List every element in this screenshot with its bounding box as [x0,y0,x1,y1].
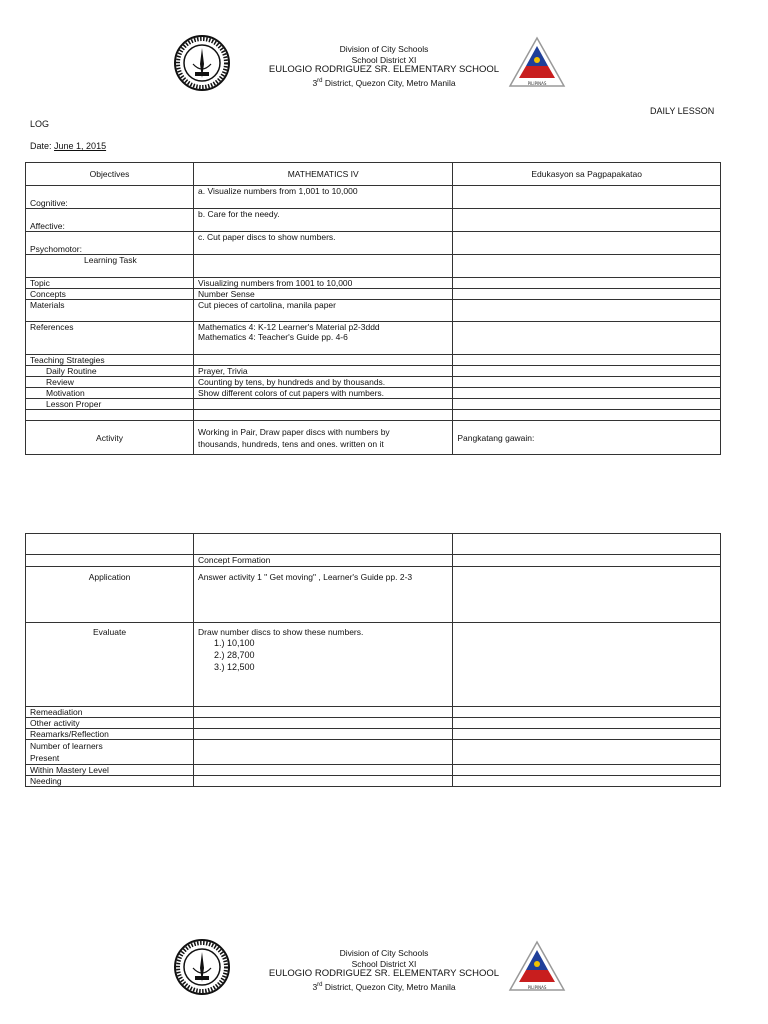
empty-cell [453,366,721,377]
evaluate-value [194,623,453,707]
lesson-table-2 [25,533,721,787]
evaluate-instruction: Draw number discs to show these numbers. [198,627,364,637]
other-activity-label: Other activity [26,718,194,729]
empty-cell [453,232,721,255]
strategy-value-lesson-proper [194,399,453,410]
empty-cell [453,567,721,623]
strategy-value-daily-routine: Prayer, Trivia [194,366,453,377]
empty-cell [194,718,453,729]
letterhead-line-school: EULOGIO RODRIGUEZ SR. ELEMENTARY SCHOOL [268,64,500,75]
activity-line: Working in Pair, Draw paper discs with numbers by [198,426,390,437]
empty-cell [453,410,721,421]
letterhead-line-address: 3rd District, Quezon City, Metro Manila [312,77,456,88]
strategy-value-motivation: Show different colors of cut papers with numbers. [194,388,453,399]
empty-cell [194,707,453,718]
reference-item: Mathematics 4: K-12 Learner's Material p2-3ddd [198,322,380,332]
lesson-table-1 [25,162,721,455]
mastery-label: Within Mastery Level [26,765,194,776]
empty-cell [26,410,194,421]
empty-cell [194,776,453,787]
references-label: References [26,322,194,355]
strategy-label-motivation: Motivation [26,388,194,399]
letterhead-line-district: School District XI [351,54,417,65]
empty-cell [453,399,721,410]
objective-label-affective: Affective: [26,209,194,232]
strategy-label-review: Review [26,377,194,388]
references-value [194,322,453,355]
evaluate-item: 2.) 28,700 [214,650,255,660]
application-label: Application [26,567,194,623]
svg-text:PILIPINAS: PILIPINAS [527,985,547,990]
letterhead-line-division: Division of City Schools [339,948,429,958]
letterhead-line-division: Division of City Schools [339,44,429,54]
activity-value [194,421,453,455]
empty-cell [453,278,721,289]
strategy-label-daily-routine: Daily Routine [26,366,194,377]
application-value: Answer activity 1 " Get moving" , Learner's Guide pp. 2-3 [194,567,453,623]
needing-label: Needing [26,776,194,787]
objective-item-c: c. Cut paper discs to show numbers. [194,232,453,255]
empty-cell [194,729,453,740]
empty-cell [453,377,721,388]
empty-cell [453,186,721,209]
remediation-label: Remeadiation [26,707,194,718]
school-seal-icon [173,938,231,996]
empty-cell [194,534,453,555]
objective-label-psychomotor: Psychomotor: [26,232,194,255]
title-log: LOG [30,119,50,129]
title-daily-lesson: DAILY LESSON [650,106,715,116]
empty-cell [453,300,721,322]
topic-label: Topic [26,278,194,289]
strategy-label-lesson-proper: Lesson Proper [26,399,194,410]
empty-cell [453,388,721,399]
concepts-label: Concepts [26,289,194,300]
learning-task-label: Learning Task [26,255,194,278]
letterhead-line-district: School District XI [351,958,417,969]
letterhead-top [0,42,768,102]
remarks-label: Reamarks/Reflection [26,729,194,740]
materials-label: Materials [26,300,194,322]
empty-cell [194,410,453,421]
empty-cell [453,718,721,729]
date-line [30,141,106,151]
deped-logo-icon [508,940,566,994]
empty-cell [453,765,721,776]
activity-esp: Pangkatang gawain: [453,421,721,455]
letterhead-text [234,948,534,992]
evaluate-label: Evaluate [26,623,194,707]
present-line: Present [30,753,60,763]
empty-cell [453,740,721,765]
header-esp: Edukasyon sa Pagpapakatao [453,163,721,186]
letterhead-line-address: 3rd District, Quezon City, Metro Manila [312,981,456,992]
empty-cell [453,289,721,300]
empty-cell [453,209,721,232]
empty-cell [453,729,721,740]
empty-cell [453,534,721,555]
reference-item: Mathematics 4: Teacher's Guide pp. 4-6 [198,332,348,342]
empty-cell [453,355,721,366]
strategies-label: Teaching Strategies [26,355,194,366]
evaluate-item: 3.) 12,500 [214,662,255,672]
school-seal-icon [173,34,231,92]
header-mathematics: MATHEMATICS IV [194,163,453,186]
activity-label: Activity [26,421,194,455]
letterhead-text [234,44,534,88]
learners-label [26,740,194,765]
topic-value: Visualizing numbers from 1001 to 10,000 [194,278,453,289]
empty-cell [26,555,194,567]
date-label: Date: [30,141,52,151]
date-value: June 1, 2015 [54,141,107,151]
activity-line: thousands, hundreds, tens and ones. written on it [198,438,384,449]
concepts-value: Number Sense [194,289,453,300]
empty-cell [194,740,453,765]
empty-cell [453,322,721,355]
materials-value: Cut pieces of cartolina, manila paper [194,300,453,322]
letterhead-line-school: EULOGIO RODRIGUEZ SR. ELEMENTARY SCHOOL [268,968,500,979]
objective-item-b: b. Care for the needy. [194,209,453,232]
evaluate-item: 1.) 10,100 [214,638,255,648]
empty-cell [194,255,453,278]
empty-cell [26,534,194,555]
strategy-value-review: Counting by tens, by hundreds and by thousands. [194,377,453,388]
empty-cell [453,555,721,567]
learners-line: Number of learners [30,741,103,751]
objective-label-cognitive: Cognitive: [26,186,194,209]
empty-cell [453,623,721,707]
empty-cell [194,765,453,776]
empty-cell [453,707,721,718]
objective-item-a: a. Visualize numbers from 1,001 to 10,000 [194,186,453,209]
letterhead-bottom [0,946,768,1006]
svg-text:PILIPINAS: PILIPINAS [527,81,547,86]
header-objectives: Objectives [26,163,194,186]
deped-logo-icon [508,36,566,90]
empty-cell [453,776,721,787]
empty-cell [453,255,721,278]
concept-formation-label: Concept Formation [194,555,453,567]
empty-cell [194,355,453,366]
